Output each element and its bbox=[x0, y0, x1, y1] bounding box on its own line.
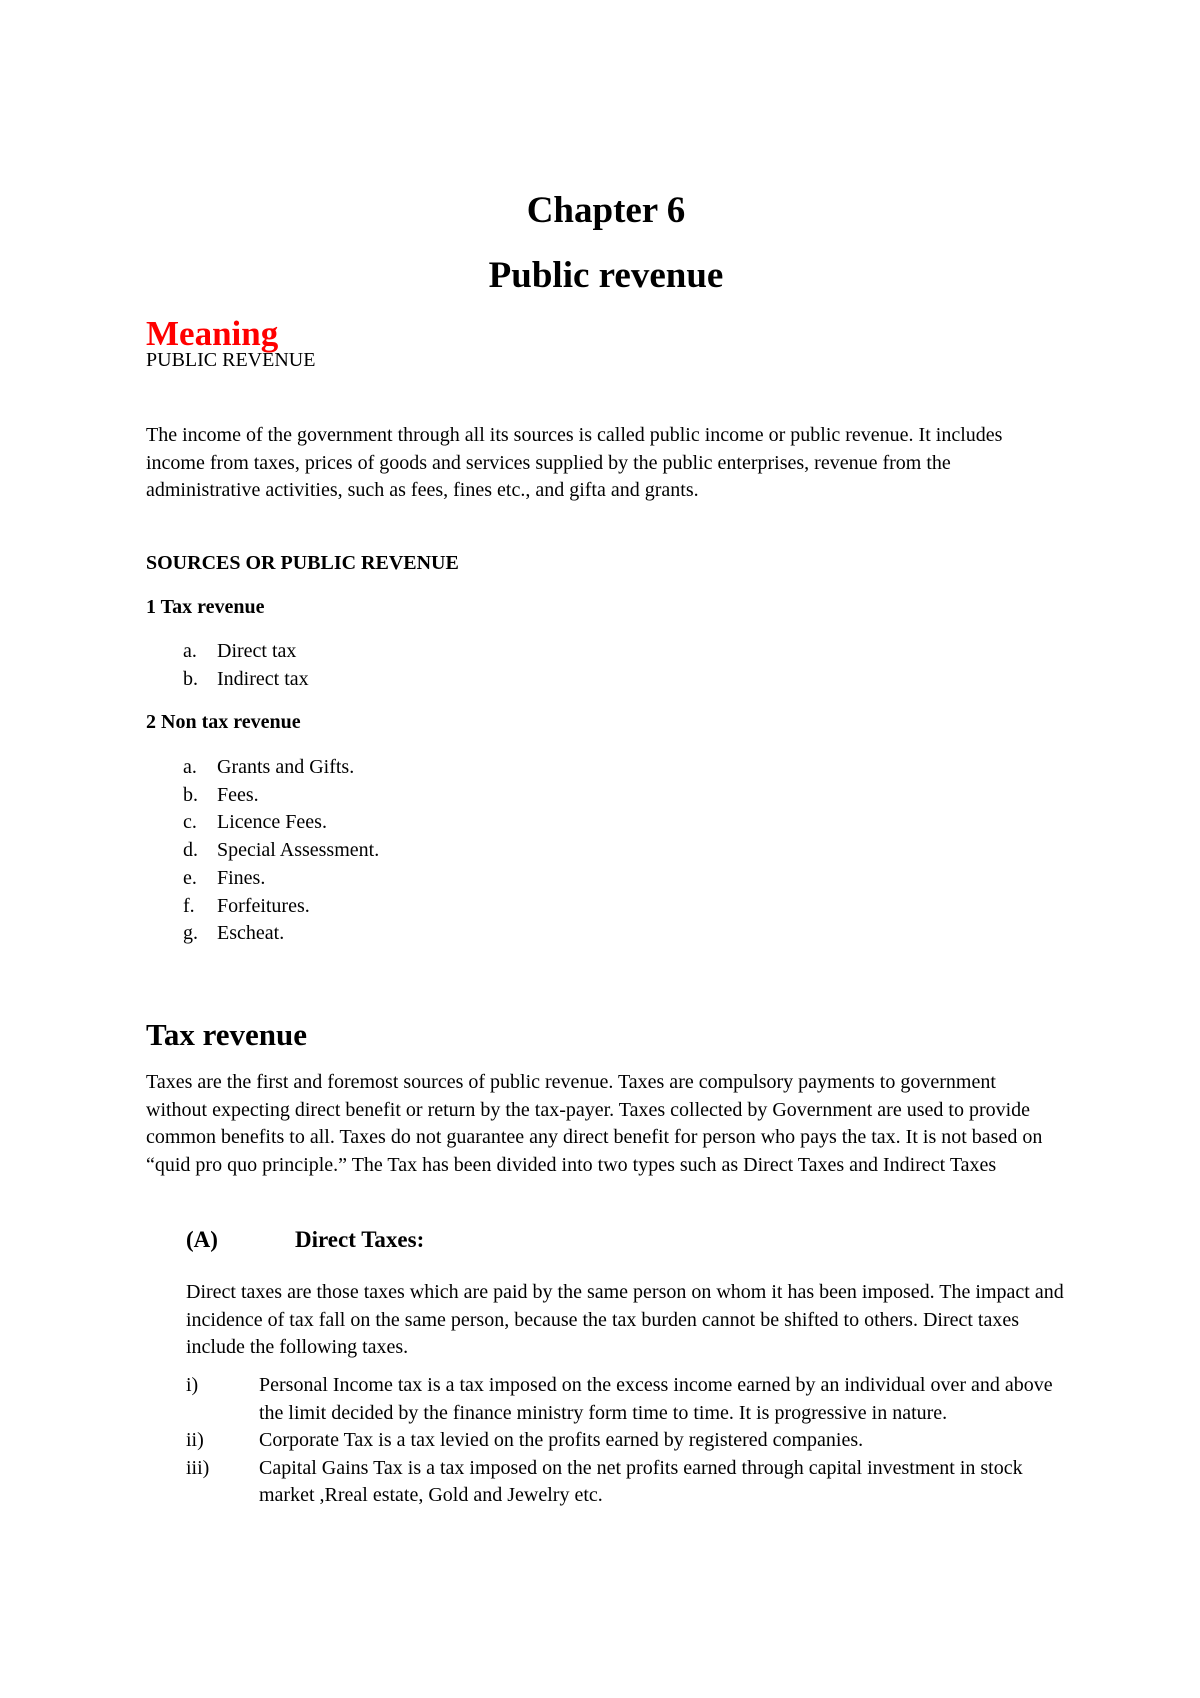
list-item: b. Fees. bbox=[183, 783, 259, 806]
list-item: iii) Capital Gains Tax is a tax imposed on the net profits earned through capital investment in stock market ,Rreal estate, Gold and Jewelry etc. bbox=[186, 1456, 1023, 1506]
direct-taxes-label: (A) bbox=[186, 1227, 218, 1252]
list-item: d. Special Assessment. bbox=[183, 839, 380, 862]
direct-taxes-paragraph: Direct taxes are those taxes which are paid by the same person on whom it has been imposed. The impact and incidence of tax fall on the same person, because the tax burden cannot be shifted to others. Direct taxes include the following taxes. bbox=[186, 1281, 1064, 1358]
non-tax-revenue-list-heading: 2 Non tax revenue bbox=[146, 711, 301, 733]
tax-revenue-paragraph: Taxes are the first and foremost sources of public revenue. Taxes are compulsory payments to government without expecting direct benefit or return by the tax-payer. Taxes collected by Government are used to provide common benefits to all. Taxes do not guarantee any direct benefit for person who pays the tax. It is not based on “quid pro quo principle.” The Tax has been divided into two types such as Direct Taxes and Indirect Taxes bbox=[146, 1071, 1043, 1176]
list-item: a. Direct tax bbox=[183, 640, 297, 662]
list-item: g. Escheat. bbox=[183, 922, 285, 945]
meaning-heading: Meaning bbox=[146, 314, 279, 353]
list-item: a. Grants and Gifts. bbox=[183, 756, 355, 778]
public-revenue-paragraph: The income of the government through all its sources is called public income or public revenue. It includes income from taxes, prices of goods and services supplied by the public enterprises, revenue from the administrative activities, such as fees, fines etc., and gifta and grants. bbox=[146, 424, 1003, 501]
sources-heading: SOURCES OR PUBLIC REVENUE bbox=[146, 552, 459, 574]
public-revenue-heading: PUBLIC REVENUE bbox=[146, 349, 316, 371]
tax-revenue-list bbox=[146, 638, 309, 693]
tax-revenue-section-heading: Tax revenue bbox=[146, 1017, 308, 1052]
list-item: b. Indirect tax bbox=[183, 667, 309, 690]
list-item: i) Personal Income tax is a tax imposed on the excess income earned by an individual over and above the limit decided by the finance ministry form time to time. It is progressive in nature. bbox=[186, 1374, 1053, 1424]
list-item: ii) Corporate Tax is a tax levied on the profits earned by registered companies. bbox=[186, 1429, 864, 1451]
list-item: c. Licence Fees. bbox=[183, 811, 327, 834]
direct-taxes-list bbox=[186, 1372, 1066, 1510]
chapter-subtitle: Public revenue bbox=[488, 255, 724, 296]
list-item: e. Fines. bbox=[183, 866, 266, 889]
tax-revenue-list-heading: 1 Tax revenue bbox=[146, 596, 265, 618]
chapter-title: Chapter 6 bbox=[526, 190, 686, 231]
list-item: f. Forfeitures. bbox=[183, 894, 310, 917]
direct-taxes-title: Direct Taxes: bbox=[295, 1227, 425, 1252]
direct-taxes-heading bbox=[186, 1226, 424, 1254]
non-tax-revenue-list bbox=[146, 754, 379, 948]
